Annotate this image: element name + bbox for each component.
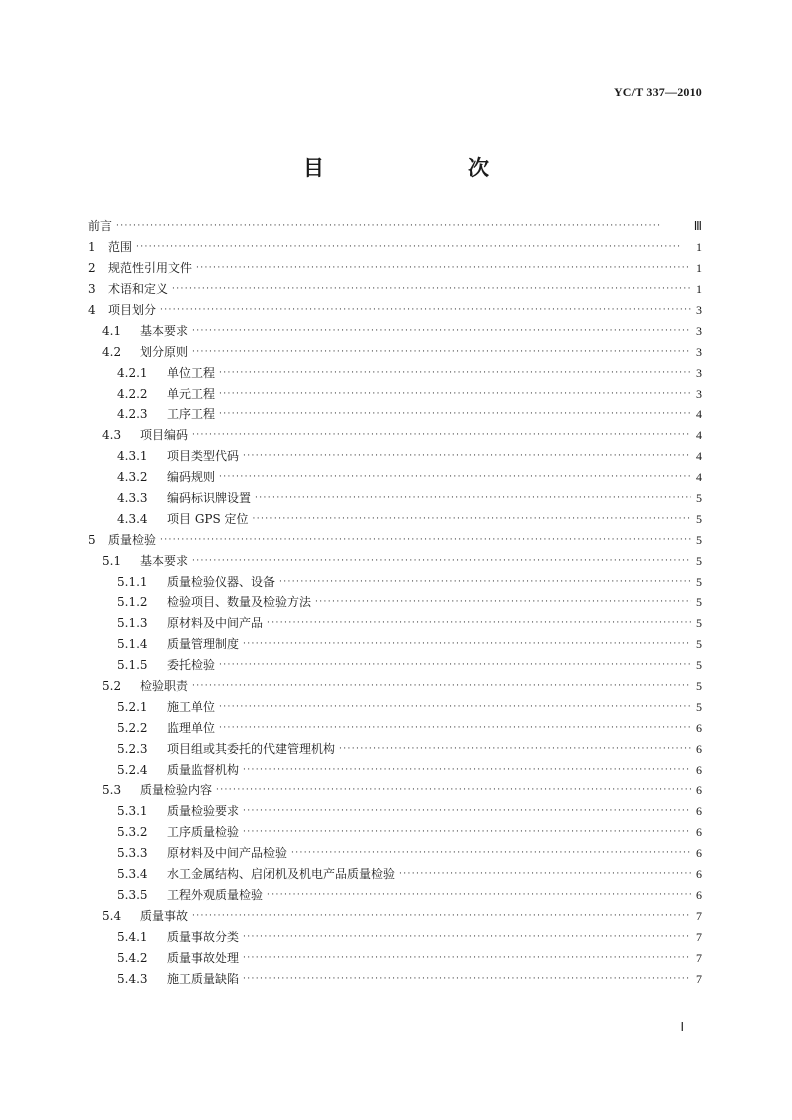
toc-entry-page: 7 — [696, 950, 702, 965]
toc-entry-number: 5.3.2 — [117, 825, 148, 840]
toc-entry-label: 基本要求 — [140, 323, 189, 338]
toc-entry-page: 5 — [696, 616, 702, 631]
toc-entry[interactable] — [88, 341, 702, 362]
toc-entry-number: 4.3.4 — [117, 511, 148, 526]
toc-entry-label: 质量事故处理 — [167, 950, 240, 965]
toc-entry-label: 质量事故分类 — [167, 929, 240, 944]
toc-entry-number: 4.2 — [102, 344, 122, 359]
toc-entry-page: 5 — [696, 574, 702, 589]
toc-leader-dots — [160, 303, 691, 317]
toc-leader-dots — [243, 763, 691, 777]
toc-entry[interactable] — [88, 655, 702, 676]
toc-leader-dots — [243, 951, 691, 965]
toc-entry-label: 检验项目、数量及检验方法 — [167, 595, 312, 610]
toc-entry-number: 5.3.3 — [117, 846, 148, 861]
toc-entry[interactable] — [88, 488, 702, 509]
toc-leader-dots — [136, 240, 691, 254]
toc-entry-page: 7 — [696, 971, 702, 986]
toc-entry-label: 施工质量缺陷 — [167, 971, 240, 986]
toc-entry-label: 质量检验 — [108, 532, 157, 547]
toc-leader-dots — [219, 470, 691, 484]
toc-entry-label: 原材料及中间产品 — [167, 616, 264, 631]
toc-leader-dots — [219, 407, 691, 421]
toc-leader-dots — [243, 825, 691, 839]
toc-entry-number: 5.1.2 — [117, 595, 148, 610]
toc-entry-number: 5.1.1 — [117, 574, 148, 589]
toc-entry-label: 工序工程 — [167, 407, 216, 422]
toc-entry[interactable] — [88, 258, 702, 279]
toc-leader-dots — [267, 888, 691, 902]
toc-entry-number: 4.1 — [102, 323, 122, 338]
toc-entry-label: 工序质量检验 — [167, 825, 240, 840]
toc-entry[interactable] — [88, 864, 702, 885]
toc-entry-page: 5 — [696, 491, 702, 506]
standard-code: YC/T 337—2010 — [613, 85, 702, 99]
toc-leader-dots — [291, 846, 691, 860]
toc-entry[interactable] — [88, 843, 702, 864]
toc-leader-dots — [192, 345, 691, 359]
toc-entry-label: 质量监督机构 — [167, 762, 240, 777]
toc-entry[interactable] — [88, 529, 702, 550]
toc-entry[interactable] — [88, 926, 702, 947]
toc-entry[interactable] — [88, 300, 702, 321]
toc-entry[interactable] — [88, 404, 702, 425]
toc-entry-label: 规范性引用文件 — [108, 261, 193, 276]
toc-entry-label: 项目 GPS 定位 — [167, 511, 249, 526]
toc-entry-label: 项目组或其委托的代建管理机构 — [167, 741, 336, 756]
toc-entry-page: 7 — [696, 908, 702, 923]
toc-entry-page: 4 — [696, 470, 702, 485]
toc-entry-label: 单元工程 — [167, 386, 216, 401]
toc-entry-page: 4 — [696, 407, 702, 422]
toc-entry-page: 4 — [696, 428, 702, 443]
toc-entry-label: 质量检验内容 — [140, 783, 213, 798]
toc-entry-number: 5.4.3 — [117, 971, 148, 986]
toc-leader-dots — [219, 658, 691, 672]
toc-entry[interactable] — [88, 634, 702, 655]
toc-entry-number: 5.1.3 — [117, 616, 148, 631]
toc-leader-dots — [243, 637, 691, 651]
toc-entry-label: 质量管理制度 — [167, 637, 240, 652]
toc-entry-label: 质量检验要求 — [167, 804, 240, 819]
toc-entry-page: 5 — [696, 658, 702, 673]
toc-entry-page: 6 — [696, 867, 702, 882]
toc-entry[interactable] — [88, 968, 702, 989]
toc-entry-page: 1 — [696, 240, 702, 255]
toc-entry-number: 4.3.2 — [117, 470, 148, 485]
toc-entry-page: Ⅲ — [693, 219, 702, 234]
toc-entry-number: 5.1 — [102, 553, 122, 568]
toc-entry[interactable] — [88, 947, 702, 968]
toc-entry-page: 3 — [696, 344, 702, 359]
toc-entry-number: 5.4 — [102, 908, 122, 923]
toc-entry-number: 5.2 — [102, 679, 122, 694]
toc-entry-page: 1 — [696, 282, 702, 297]
toc-entry-number: 4.3.3 — [117, 491, 148, 506]
toc-entry-page: 4 — [696, 449, 702, 464]
toc-entry[interactable] — [88, 571, 702, 592]
toc-leader-dots — [243, 804, 691, 818]
toc-entry[interactable] — [88, 383, 702, 404]
toc-leader-dots — [339, 742, 691, 756]
toc-entry[interactable] — [88, 759, 702, 780]
toc-entry-page: 6 — [696, 887, 702, 902]
toc-entry[interactable] — [88, 467, 702, 488]
toc-entry-number: 5.1.4 — [117, 637, 148, 652]
toc-entry-label: 项目类型代码 — [167, 449, 240, 464]
toc-entry-label: 范围 — [108, 240, 133, 255]
page-title: 目 次 — [303, 155, 523, 180]
toc-entry-page: 5 — [696, 637, 702, 652]
toc-leader-dots — [279, 575, 691, 589]
footer-page-number: Ⅰ — [680, 1020, 684, 1034]
toc-entry-page: 3 — [696, 365, 702, 380]
toc-entry-page: 1 — [696, 261, 702, 276]
toc-entry[interactable] — [88, 613, 702, 634]
toc-entry-label: 术语和定义 — [108, 282, 169, 297]
toc-entry[interactable] — [88, 320, 702, 341]
toc-leader-dots — [192, 554, 691, 568]
toc-entry-label: 基本要求 — [140, 553, 189, 568]
toc-entry-number: 4.2.3 — [117, 407, 148, 422]
toc-entry-label: 单位工程 — [167, 365, 216, 380]
toc-leader-dots — [192, 428, 691, 442]
toc-entry[interactable] — [88, 216, 702, 237]
toc-entry[interactable] — [88, 822, 702, 843]
toc-entry[interactable] — [88, 425, 702, 446]
toc-entry[interactable] — [88, 592, 702, 613]
toc-entry-page: 3 — [696, 386, 702, 401]
toc-entry-number: 4.3 — [102, 428, 122, 443]
toc-entry-label: 项目划分 — [108, 303, 157, 317]
toc-entry-number: 5.2.1 — [117, 699, 148, 714]
toc-entry-page: 6 — [696, 825, 702, 840]
toc-leader-dots — [315, 595, 691, 609]
toc-leader-dots — [192, 909, 691, 923]
toc-entry-number: 5.4.2 — [117, 950, 148, 965]
toc-entry-page: 6 — [696, 720, 702, 735]
toc-entry-label: 水工金属结构、启闭机及机电产品质量检验 — [167, 867, 396, 882]
toc-leader-dots — [243, 972, 691, 986]
toc-entry[interactable] — [88, 717, 702, 738]
toc-entry-label: 施工单位 — [167, 699, 216, 714]
toc-entry-page: 7 — [696, 929, 702, 944]
toc-entry-page: 3 — [696, 323, 702, 338]
toc-entry-number: 4.2.2 — [117, 386, 148, 401]
toc-leader-dots — [192, 679, 691, 693]
toc-entry-label: 质量事故 — [140, 908, 189, 923]
toc-entry-page: 5 — [696, 511, 702, 526]
toc-entry-page: 5 — [696, 679, 702, 694]
toc-leader-dots — [116, 219, 691, 233]
toc-entry-number: 5 — [88, 532, 96, 547]
toc-entry-label: 原材料及中间产品检验 — [167, 846, 288, 861]
toc-entry[interactable] — [88, 905, 702, 926]
table-of-contents — [88, 216, 702, 989]
toc-leader-dots — [243, 930, 691, 944]
toc-entry-page: 5 — [696, 553, 702, 568]
toc-entry-page: 5 — [696, 595, 702, 610]
toc-entry-label: 编码标识牌设置 — [167, 491, 252, 506]
toc-entry-label: 检验职责 — [140, 679, 189, 694]
toc-entry-page: 6 — [696, 762, 702, 777]
toc-entry[interactable] — [88, 446, 702, 467]
toc-entry-label: 编码规则 — [167, 470, 216, 485]
toc-entry[interactable] — [88, 676, 702, 697]
toc-entry-number: 5.2.3 — [117, 741, 148, 756]
toc-leader-dots — [219, 366, 691, 380]
toc-entry-number: 3 — [88, 282, 96, 297]
toc-entry-number: 5.3.5 — [117, 887, 148, 902]
toc-entry-number: 5.4.1 — [117, 929, 148, 944]
toc-entry-page: 6 — [696, 783, 702, 798]
toc-leader-dots — [253, 512, 691, 526]
toc-entry-number: 4.3.1 — [117, 449, 148, 464]
toc-entry-number: 5.3.4 — [117, 867, 148, 882]
toc-entry-page: 6 — [696, 741, 702, 756]
toc-entry-number: 5.1.5 — [117, 658, 148, 673]
toc-entry-number: 1 — [88, 240, 96, 255]
toc-entry[interactable] — [88, 550, 702, 571]
toc-entry-label: 划分原则 — [140, 344, 189, 359]
toc-entry[interactable] — [88, 279, 702, 300]
toc-entry-label: 监理单位 — [167, 720, 216, 735]
toc-entry[interactable] — [88, 362, 702, 383]
toc-leader-dots — [192, 324, 691, 338]
toc-entry-number: 5.2.2 — [117, 720, 148, 735]
toc-entry-label: 委托检验 — [167, 658, 216, 673]
toc-entry[interactable] — [88, 508, 702, 529]
toc-entry-number: 4 — [88, 303, 96, 317]
toc-entry-page: 5 — [696, 532, 702, 547]
toc-entry-number: 2 — [88, 261, 96, 276]
toc-leader-dots — [172, 282, 691, 296]
toc-leader-dots — [399, 867, 691, 881]
toc-entry[interactable] — [88, 738, 702, 759]
toc-entry[interactable] — [88, 237, 702, 258]
toc-entry-label: 工程外观质量检验 — [167, 887, 264, 902]
toc-entry-page: 3 — [696, 303, 702, 317]
toc-entry[interactable] — [88, 696, 702, 717]
toc-entry-label: 前言 — [88, 219, 113, 234]
toc-leader-dots — [219, 700, 691, 714]
toc-leader-dots — [216, 783, 691, 797]
toc-entry-page: 5 — [696, 699, 702, 714]
toc-leader-dots — [267, 616, 691, 630]
toc-entry-page: 6 — [696, 846, 702, 861]
toc-entry-label: 项目编码 — [140, 428, 189, 443]
toc-leader-dots — [196, 261, 691, 275]
toc-entry-page: 6 — [696, 804, 702, 819]
toc-leader-dots — [160, 533, 691, 547]
toc-entry-number: 4.2.1 — [117, 365, 148, 380]
toc-leader-dots — [219, 387, 691, 401]
toc-leader-dots — [255, 491, 691, 505]
toc-entry-number: 5.3.1 — [117, 804, 148, 819]
toc-entry[interactable] — [88, 801, 702, 822]
toc-leader-dots — [243, 449, 691, 463]
toc-entry-number: 5.3 — [102, 783, 122, 798]
toc-entry-label: 质量检验仪器、设备 — [167, 574, 276, 589]
toc-entry[interactable] — [88, 780, 702, 801]
toc-leader-dots — [219, 721, 691, 735]
toc-entry[interactable] — [88, 885, 702, 906]
toc-entry-number: 5.2.4 — [117, 762, 148, 777]
